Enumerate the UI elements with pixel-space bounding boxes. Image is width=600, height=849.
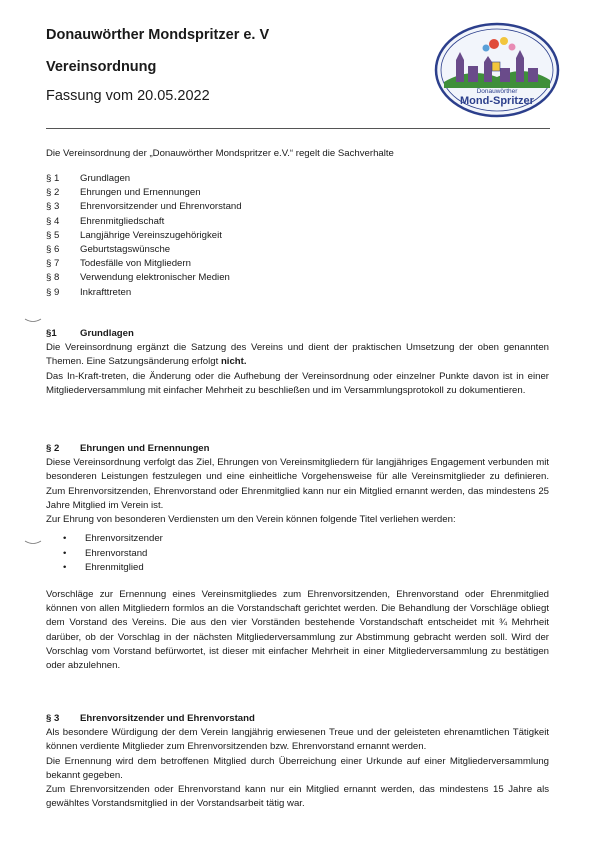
toc-label: Grundlagen xyxy=(80,173,131,184)
section-heading xyxy=(46,712,549,726)
section-1 xyxy=(46,327,549,398)
section-paragraph: Das In-Kraft-treten, die Änderung oder die Aufhebung der Vereinsordnung oder einzelner Punkte davon ist in einer Mitgliederversammlung mit einfacher Mehrheit zu beschließen und im Versammlungsprotokoll zu dokumentieren. xyxy=(46,370,549,396)
section-paragraph: Die Ernennung wird dem betroffenen Mitglied durch Überreichung einer Urkunde auf einer Mitgliederversammlung bekannt gegeben. xyxy=(46,755,549,781)
toc-label: Geburtstagswünsche xyxy=(80,243,171,255)
header-divider xyxy=(46,128,550,129)
section-number: § 2 xyxy=(46,443,60,454)
toc-item xyxy=(46,200,242,214)
section-paragraph: Als besondere Würdigung der dem Verein langjährig erwiesenen Treue und der geleisteten ehrenamtlichen Tätigkeit können verdiente Mitglieder zum Ehrenvorsitzenden bzw. Ehrenvorstand ernannt werden. xyxy=(46,727,549,753)
toc-label: Ehrungen und Ernennungen xyxy=(80,187,201,199)
toc-label: Inkrafttreten xyxy=(80,286,132,298)
spacer xyxy=(46,576,549,588)
toc-item xyxy=(46,257,242,271)
toc-number: § 1 xyxy=(46,173,60,184)
section-paragraph xyxy=(46,341,549,369)
toc-number: § 4 xyxy=(46,215,60,227)
toc-item xyxy=(46,229,242,243)
list-item: • Ehrenvorstand xyxy=(85,547,549,562)
list-item: • Ehrenmitglied xyxy=(85,561,549,576)
logo-text-line2: Mond-Spritzer xyxy=(460,95,534,107)
punch-mark-icon xyxy=(24,318,42,324)
honorary-titles-list xyxy=(46,532,549,576)
toc-number: § 8 xyxy=(46,272,60,284)
section-3 xyxy=(46,712,549,811)
toc-item xyxy=(46,271,242,285)
section-paragraph: Vorschläge zur Ernennung eines Vereinsmitgliedes zum Ehrenvorsitzenden, Ehrenvorstand oder Ehrenmitglied können von allen Mitgliedern formlos an die Vorstandschaft gerichtet werden. Die Behandlung der Vorschläge obliegt dem Vorstand des Vereins. Die aus den vier Vorständen bestehende Vorstandschaft entscheidet mit ¾ Mehrheit darüber, ob der Vorschlag in der nächsten Mitgliederversammlung zur Abstimmung gebracht werden soll. Wird der Vorschlag vom Vorstand befürwortet, ist dieser mit einfacher Mehrheit in einer Mitgliederversammlung zu bestätigen oder abzulehnen. xyxy=(46,589,549,672)
section-title: Ehrungen und Ernennungen xyxy=(80,443,210,454)
section-paragraph: Diese Vereinsordnung verfolgt das Ziel, Ehrungen von Vereinsmitgliedern für langjähriges Engagement verbunden mit besonderen Leistungen festzulegen und eine einheitliche Vorgehensweise für alle Vereinsmitglieder zu definieren. Zum Ehrenvorsitzenden, Ehrenvorstand oder Ehrenmitglied kann nur ein Mitglied ernannt werden, das mindestens 25 Jahre Mitglied im Verein ist. xyxy=(46,457,549,511)
toc-label: Ehrenvorsitzender und Ehrenvorstand xyxy=(80,201,242,213)
toc-number: § 7 xyxy=(46,258,60,270)
toc-number: § 9 xyxy=(46,286,60,298)
list-item: • Ehrenvorsitzender xyxy=(85,532,549,547)
section-paragraph: Zur Ehrung von besonderen Verdiensten um den Verein können folgende Titel verliehen werden: xyxy=(46,514,456,526)
section-number: § 3 xyxy=(46,713,60,724)
toc-item xyxy=(46,172,242,186)
punch-mark-icon xyxy=(24,540,42,546)
table-of-contents xyxy=(46,172,242,300)
toc-number: § 2 xyxy=(46,187,60,199)
section-heading xyxy=(46,327,549,341)
toc-item xyxy=(46,186,242,200)
intro-text: Die Vereinsordnung der „Donauwörther Mondspritzer e.V.“ regelt die Sachverhalte xyxy=(46,148,394,159)
org-name-heading: Donauwörther Mondspritzer e. V xyxy=(46,27,270,43)
section-2 xyxy=(46,442,549,673)
toc-number: § 6 xyxy=(46,243,60,255)
section-title: Grundlagen xyxy=(80,328,134,339)
section-title: Ehrenvorsitzender und Ehrenvorstand xyxy=(80,713,255,724)
document-title: Vereinsordnung xyxy=(46,59,157,75)
toc-label: Langjährige Vereinszugehörigkeit xyxy=(80,229,222,241)
toc-label: Verwendung elektronischer Medien xyxy=(80,272,230,284)
section-number: §1 xyxy=(46,328,57,339)
logo-text-line1: Donauwörther xyxy=(476,88,518,95)
toc-number: § 5 xyxy=(46,229,60,241)
section-paragraph: Zum Ehrenvorsitzenden oder Ehrenvorstand kann nur ein Mitglied ernannt werden, das mindestens 15 Jahre als gewähltes Vorstandsmitglied in der Vorstandsarbeit tätig war. xyxy=(46,784,549,810)
toc-item xyxy=(46,286,242,300)
toc-label: Ehrenmitgliedschaft xyxy=(80,215,165,227)
toc-number: § 3 xyxy=(46,201,60,213)
section-heading xyxy=(46,442,549,456)
toc-item xyxy=(46,243,242,257)
toc-item xyxy=(46,215,242,229)
emphasis-text: nicht. xyxy=(220,356,247,368)
paragraph-text: Die Vereinsordnung ergänzt die Satzung des Vereins und dient der praktischen Umsetzung der oben genannten Themen. Eine Satzungsänderung erfolgt xyxy=(46,342,549,368)
toc-label: Todesfälle von Mitgliedern xyxy=(80,258,191,270)
version-date: Fassung vom 20.05.2022 xyxy=(46,88,210,104)
club-logo xyxy=(434,22,560,118)
